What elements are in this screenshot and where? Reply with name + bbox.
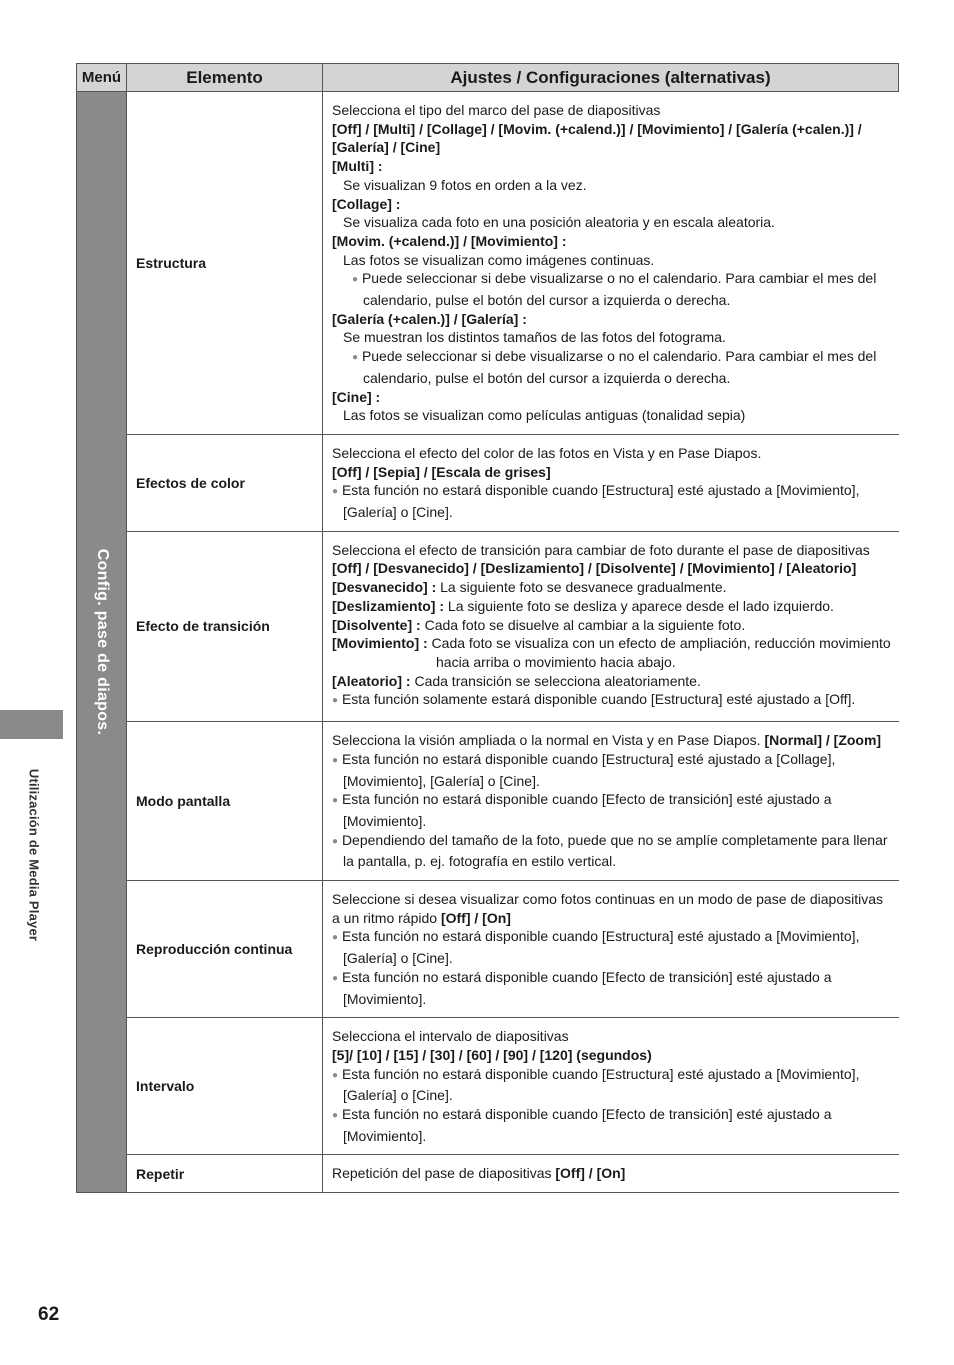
settings-table: [76, 63, 899, 1193]
options: [Off] / [Sepia] / [Escala de grises]: [332, 463, 551, 480]
element-name: Efecto de transición: [127, 531, 323, 721]
table-row: [77, 531, 899, 721]
option-description: Se visualizan 9 fotos en orden a la vez.: [343, 176, 587, 193]
settings-cell: [323, 1155, 899, 1193]
element-name: Intervalo: [127, 1018, 323, 1155]
bullet-icon: ●: [332, 972, 339, 984]
header-menu: Menú: [77, 64, 127, 92]
bullet-icon: ●: [332, 486, 339, 498]
option-heading: [Multi] :: [332, 158, 383, 175]
settings-cell: [323, 1018, 899, 1155]
note: ● Esta función no estará disponible cuando [Efecto de transición] esté ajustado a [Movimiento].: [332, 1106, 832, 1144]
settings-cell: [323, 881, 899, 1018]
table-row: [77, 92, 899, 435]
section-label: Utilización de Media Player: [26, 768, 42, 942]
note: ● Esta función no estará disponible cuando [Efecto de transición] esté ajustado a [Movimiento].: [332, 791, 832, 829]
note: ● Esta función no estará disponible cuando [Estructura] esté ajustado a [Collage], [Movimiento], [Galería] o [Cine].: [332, 750, 836, 789]
bullet-icon: ●: [332, 835, 339, 847]
bullet-icon: ●: [332, 754, 339, 766]
note: ● Dependiendo del tamaño de la foto, puede que no se amplíe completamente para llenar la pantalla, p. ej. fotografía en estilo vertical.: [332, 831, 888, 870]
description: Selecciona el efecto del color de las fotos en Vista y en Pase Diapos.: [332, 444, 762, 461]
description: Selecciona la visión ampliada o la normal en Vista y en Pase Diapos. [Normal] / [Zoom]: [332, 732, 882, 749]
option-heading: [Collage] :: [332, 195, 401, 212]
description: Repetición del pase de diapositivas [Off] / [On]: [332, 1165, 626, 1182]
table-row: [77, 434, 899, 531]
bullet-icon: ●: [332, 695, 339, 707]
table-row: [77, 1018, 899, 1155]
option-line: [Disolvente] : Cada foto se disuelve al cambiar a la siguiente foto.: [332, 616, 746, 633]
element-name: Efectos de color: [127, 434, 323, 531]
settings-cell: [323, 722, 899, 881]
table-row: [77, 881, 899, 1018]
options: [Off] / [Multi] / [Collage] / [Movim. (+calend.)] / [Movimiento] / [Galería (+calen.)] / [Galería] / [Cine]: [332, 120, 862, 156]
settings-cell: [323, 531, 899, 721]
table-header-row: [77, 64, 899, 92]
settings-cell: [323, 92, 899, 435]
option-line: [Aleatorio] : Cada transición se selecciona aleatoriamente.: [332, 672, 701, 689]
menu-name: Config. pase de diapos.: [93, 548, 111, 736]
description: Selecciona el intervalo de diapositivas: [332, 1028, 569, 1045]
section-tab-marker: [0, 710, 63, 739]
table-row: [77, 1155, 899, 1193]
settings-cell: [323, 434, 899, 531]
header-settings: Ajustes / Configuraciones (alternativas): [323, 64, 899, 92]
option-heading: [Movim. (+calend.)] / [Movimiento] :: [332, 232, 567, 249]
note: ● Esta función no estará disponible cuando [Efecto de transición] esté ajustado a [Movimiento].: [332, 968, 832, 1007]
element-name: Estructura: [127, 92, 323, 435]
bullet-icon: ●: [332, 795, 339, 807]
options: [Off] / [Desvanecido] / [Deslizamiento] / [Disolvente] / [Movimiento] / [Aleatorio]: [332, 560, 857, 577]
option-description: Se visualiza cada foto en una posición aleatoria y en escala aleatoria.: [343, 214, 775, 231]
bullet-icon: ●: [352, 352, 359, 364]
element-name: Modo pantalla: [127, 722, 323, 881]
element-name: Reproducción continua: [127, 881, 323, 1018]
note: ● Esta función no estará disponible cuando [Estructura] esté ajustado a [Movimiento], [Galería] o [Cine].: [332, 928, 860, 967]
option-description: Se muestran los distintos tamaños de las fotos del fotograma.: [343, 329, 726, 346]
menu-cell: [77, 92, 127, 1193]
bullet-icon: ●: [352, 274, 359, 286]
option-description: Las fotos se visualizan como películas antiguas (tonalidad sepia): [343, 407, 746, 424]
option-description: Las fotos se visualizan como imágenes continuas.: [343, 251, 655, 268]
note: ● Puede seleccionar si debe visualizarse o no el calendario. Para cambiar el mes del calendario, pulse el botón del cursor a izquierda o derecha.: [352, 348, 877, 386]
note: ● Esta función solamente estará disponible cuando [Estructura] esté ajustado a [Off].: [332, 691, 856, 708]
element-name: Repetir: [127, 1155, 323, 1193]
bullet-icon: ●: [332, 1110, 339, 1122]
table-row: [77, 722, 899, 881]
option-line: [Desvanecido] : La siguiente foto se desvanece gradualmente.: [332, 579, 727, 596]
option-line: [Movimiento] : Cada foto se visualiza con un efecto de ampliación, reducción movimiento hacia arriba o movimiento hacia abajo.: [332, 635, 891, 670]
note: ● Puede seleccionar si debe visualizarse o no el calendario. Para cambiar el mes del calendario, pulse el botón del cursor a izquierda o derecha.: [352, 270, 877, 309]
option-line: [Deslizamiento] : La siguiente foto se desliza y aparece desde el lado izquierdo.: [332, 597, 834, 614]
description: Selecciona el efecto de transición para cambiar de foto durante el pase de diapositivas: [332, 541, 870, 558]
description: Selecciona el tipo del marco del pase de diapositivas: [332, 102, 661, 118]
option-heading: [Galería (+calen.)] / [Galería] :: [332, 310, 527, 327]
bullet-icon: ●: [332, 1069, 339, 1081]
note: ● Esta función no estará disponible cuando [Estructura] esté ajustado a [Movimiento], [Galería] o [Cine].: [332, 1065, 860, 1104]
bullet-icon: ●: [332, 932, 339, 944]
note: ● Esta función no estará disponible cuando [Estructura] esté ajustado a [Movimiento], [Galería] o [Cine].: [332, 482, 860, 521]
description: Seleccione si desea visualizar como fotos continuas en un modo de pase de diapositivas a un ritmo rápido [Off] / [On]: [332, 891, 883, 926]
header-element: Elemento: [127, 64, 323, 92]
option-heading: [Cine] :: [332, 388, 381, 405]
options: [5]/ [10] / [15] / [30] / [60] / [90] / [120] (segundos): [332, 1046, 652, 1063]
page-number: 62: [38, 1304, 60, 1325]
